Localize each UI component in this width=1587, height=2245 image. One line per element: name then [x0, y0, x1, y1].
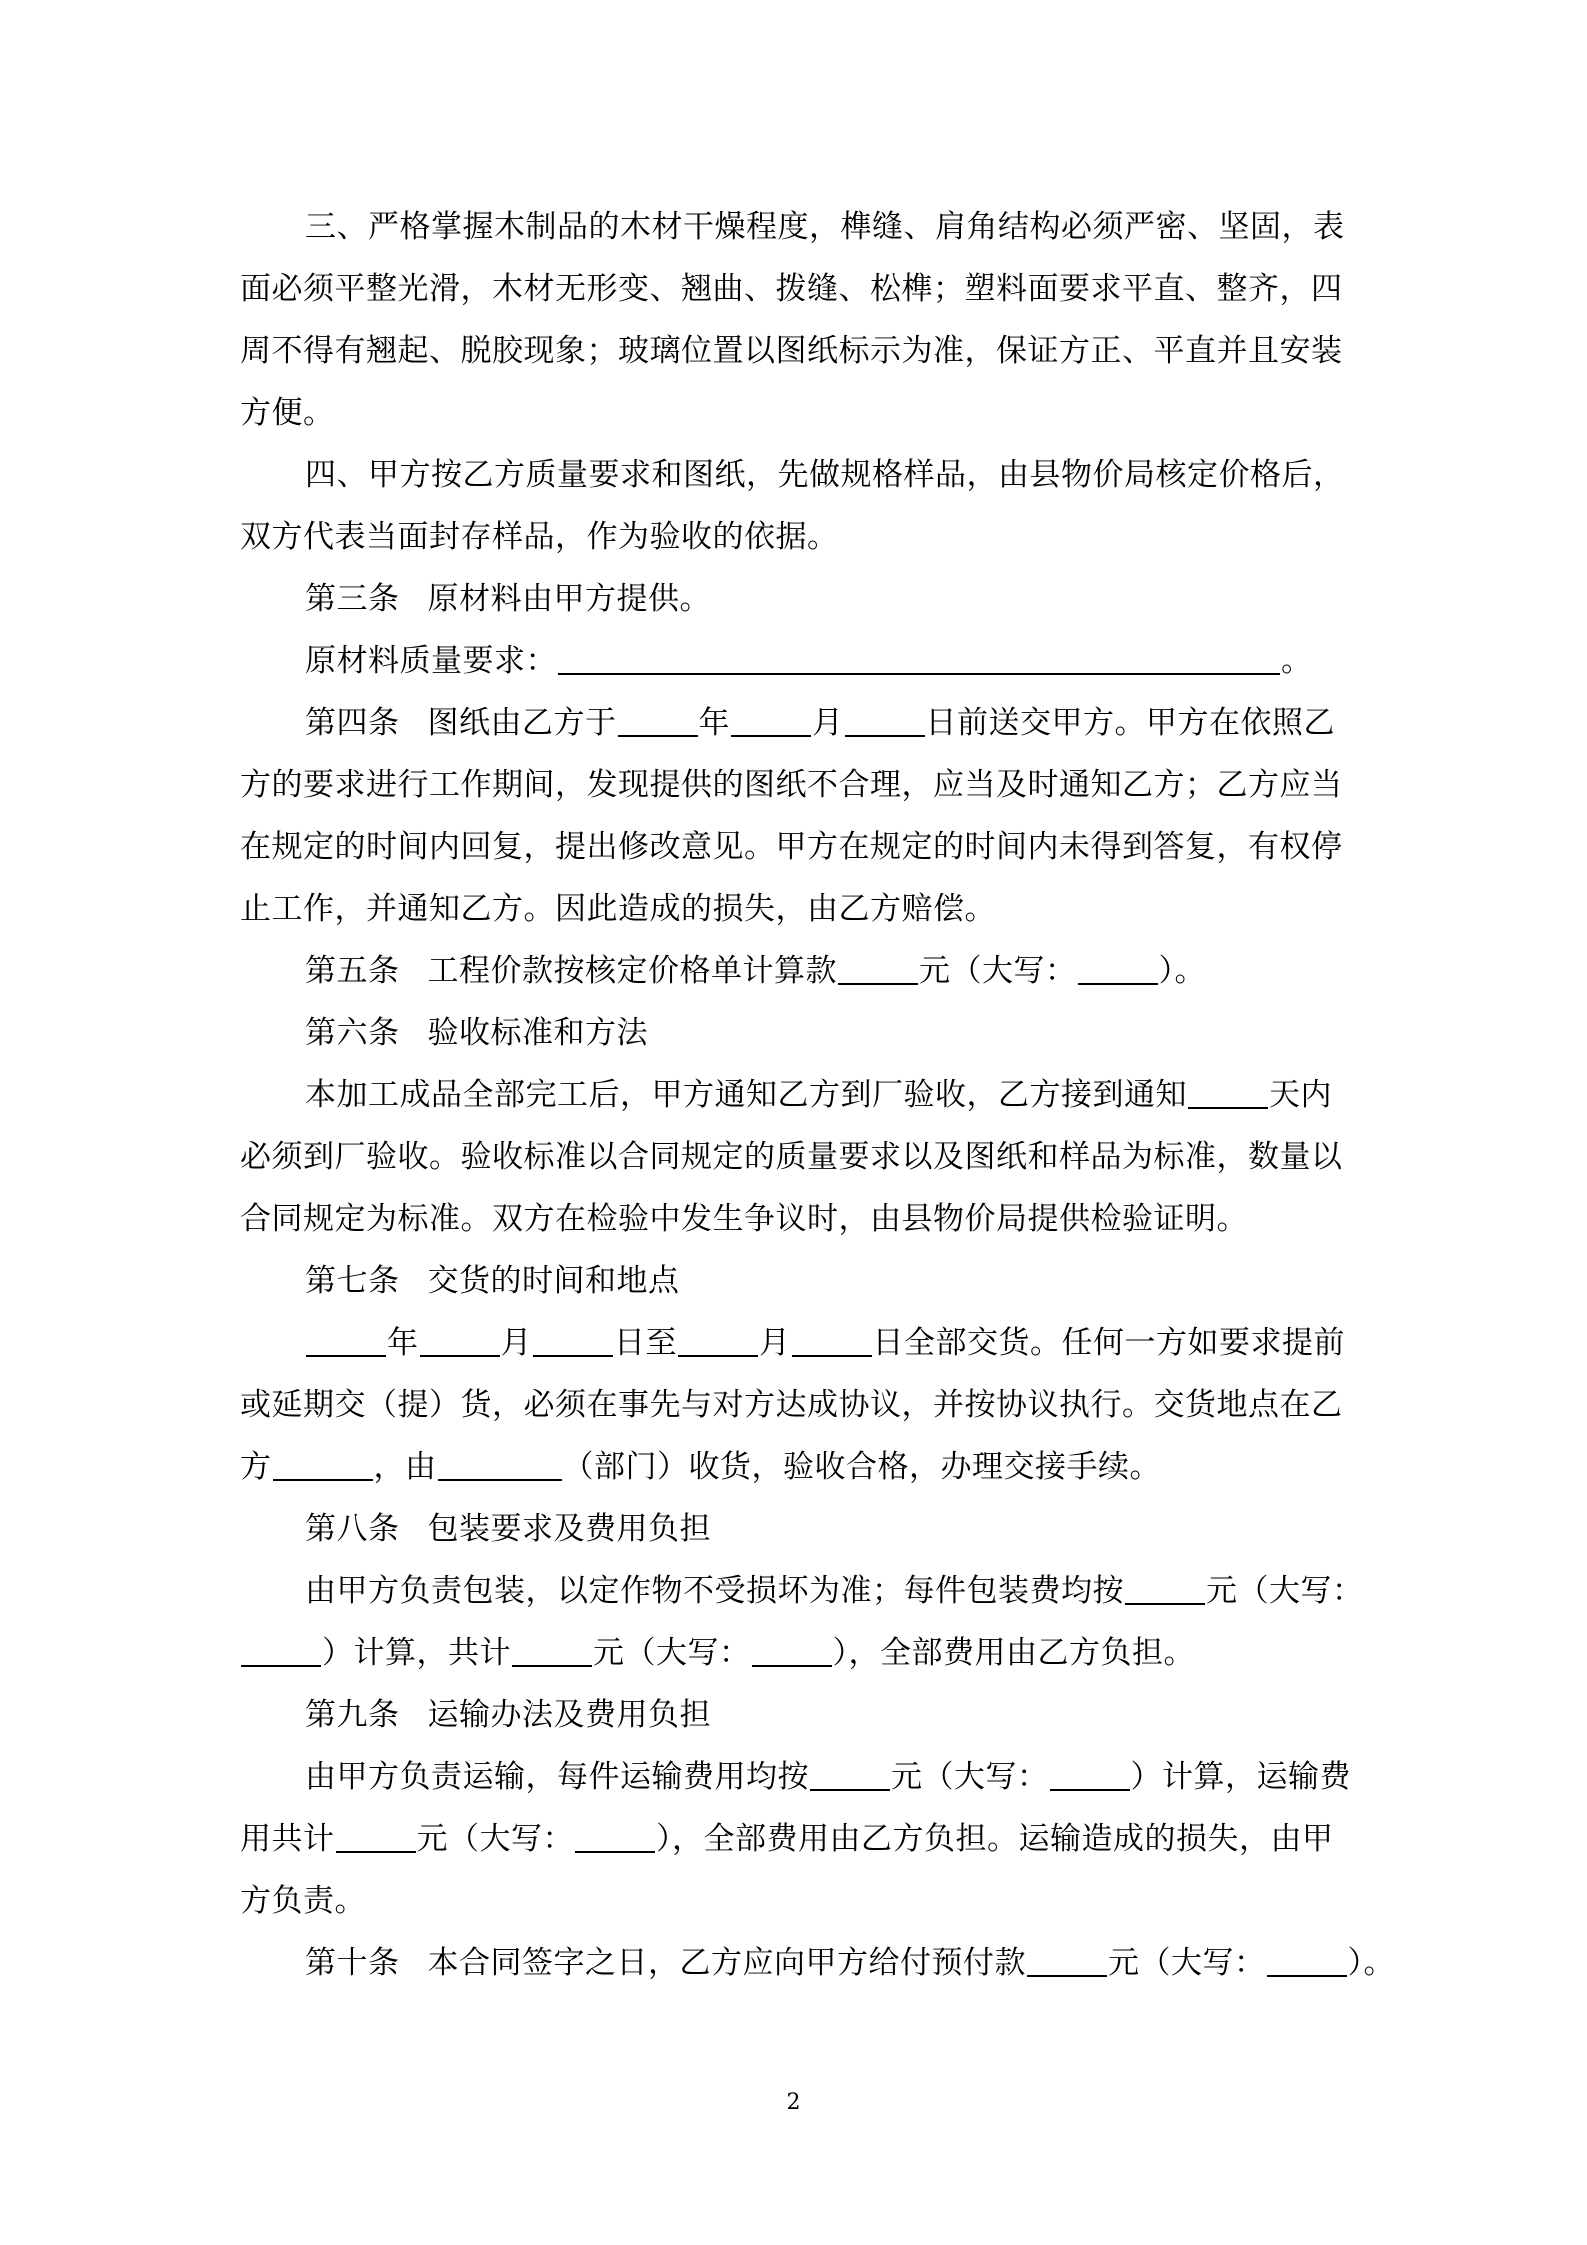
text: ，由: [373, 1449, 437, 1485]
article-title: 验收标准和方法: [427, 1015, 648, 1051]
transport-fee-blank[interactable]: [810, 1753, 890, 1791]
text: 本合同签字之日，乙方应向甲方给付预付款: [427, 1945, 1026, 1981]
text: 双方代表当面封存样品，作为验收的依据。: [240, 519, 839, 555]
text: 或延期交（提）货，必须在事先与对方达成协议，并按协议执行。交货地点在乙: [240, 1387, 1343, 1423]
text: 年: [698, 705, 730, 741]
packing-fee-blank[interactable]: [1125, 1567, 1205, 1605]
month-blank[interactable]: [731, 699, 811, 737]
article-title: 运输办法及费用负担: [427, 1697, 711, 1733]
text: 必须到厂验收。验收标准以合同规定的质量要求以及图纸和样品为标准，数量以: [240, 1139, 1343, 1175]
paragraph-line: [240, 1436, 1161, 1498]
text: 由甲方负责包装，以定作物不受损坏为准；每件包装费均按: [305, 1573, 1124, 1609]
paragraph-line: [305, 1746, 1351, 1808]
paragraph-line: [305, 196, 1345, 258]
text: 元（大写：: [1108, 1945, 1266, 1981]
article-number: 第七条: [305, 1263, 400, 1299]
month-blank[interactable]: [678, 1319, 758, 1357]
text: 方: [240, 1449, 272, 1485]
article-6-heading: [305, 1002, 648, 1064]
text: 用共计: [240, 1821, 335, 1857]
text: 年: [387, 1325, 419, 1361]
text: 由甲方负责运输，每件运输费用均按: [305, 1759, 809, 1795]
page-number: 2: [786, 2090, 801, 2115]
paragraph-line: [240, 816, 1343, 878]
text: 周不得有翘起、脱胶现象；玻璃位置以图纸标示为准，保证方正、平直并且安装: [240, 333, 1343, 369]
article-8-heading: [305, 1498, 711, 1560]
text: ）。: [1347, 1945, 1395, 1981]
text: 月: [812, 705, 844, 741]
article-number: 第九条: [305, 1697, 400, 1733]
prepayment-words-blank[interactable]: [1267, 1939, 1347, 1977]
paragraph-line: [305, 1064, 1332, 1126]
text: 方便。: [240, 395, 335, 431]
text: 日前送交甲方。甲方在依照乙: [925, 705, 1335, 741]
text: 元（大写：: [1206, 1573, 1364, 1609]
amount-words-blank[interactable]: [1078, 947, 1158, 985]
paragraph-line: [240, 382, 335, 444]
days-blank[interactable]: [1188, 1071, 1268, 1109]
article-number: 第八条: [305, 1511, 400, 1547]
article-9-heading: [305, 1684, 711, 1746]
text: 合同规定为标准。双方在检验中发生争议时，由县物价局提供检验证明。: [240, 1201, 1248, 1237]
paragraph-line: [240, 1374, 1343, 1436]
paragraph-line: [240, 1188, 1248, 1250]
prepayment-blank[interactable]: [1027, 1939, 1107, 1977]
transport-fee-words-blank[interactable]: [1050, 1753, 1130, 1791]
paragraph-line: [240, 258, 1343, 320]
article-10-heading: [305, 1932, 1395, 1994]
article-number: 第三条: [305, 581, 400, 617]
article-number: 第五条: [305, 953, 400, 989]
paragraph-line: [240, 1126, 1343, 1188]
department-blank[interactable]: [438, 1443, 562, 1481]
paragraph-line: [240, 1808, 1334, 1870]
month-blank[interactable]: [420, 1319, 500, 1357]
text: 三、严格掌握木制品的木材干燥程度，榫缝、肩角结构必须严密、坚固，表: [305, 209, 1345, 245]
text: 月: [759, 1325, 791, 1361]
article-7-heading: [305, 1250, 680, 1312]
text: 元（大写：: [593, 1635, 751, 1671]
text: 面必须平整光滑，木材无形变、翘曲、拨缝、松榫；塑料面要求平直、整齐，四: [240, 271, 1343, 307]
paragraph-line: [240, 878, 996, 940]
text: 元（大写：: [919, 953, 1077, 989]
paragraph-line: [305, 1312, 1345, 1374]
paragraph-line: [240, 754, 1343, 816]
amount-blank[interactable]: [838, 947, 918, 985]
year-blank[interactable]: [306, 1319, 386, 1357]
day-blank[interactable]: [533, 1319, 613, 1357]
text: 元（大写：: [891, 1759, 1049, 1795]
article-title: 包装要求及费用负担: [427, 1511, 711, 1547]
article-title: 原材料由甲方提供。: [427, 581, 711, 617]
text: 元（大写：: [416, 1821, 574, 1857]
text: ）计算，运输费: [1130, 1759, 1351, 1795]
text: 止工作，并通知乙方。因此造成的损失，由乙方赔偿。: [240, 891, 996, 927]
day-blank[interactable]: [792, 1319, 872, 1357]
text: 日至: [614, 1325, 677, 1361]
text: 月: [500, 1325, 532, 1361]
text: 原材料质量要求：: [305, 643, 557, 679]
paragraph-line: [240, 320, 1343, 382]
text: 本加工成品全部完工后，甲方通知乙方到厂验收，乙方接到通知: [305, 1077, 1187, 1113]
packing-fee-words-blank[interactable]: [241, 1629, 321, 1667]
text: 在规定的时间内回复，提出修改意见。甲方在规定的时间内未得到答复，有权停: [240, 829, 1343, 865]
day-blank[interactable]: [845, 699, 925, 737]
article-title: 交货的时间和地点: [427, 1263, 680, 1299]
packing-total-words-blank[interactable]: [752, 1629, 832, 1667]
transport-total-words-blank[interactable]: [575, 1815, 655, 1853]
article-number: 第十条: [305, 1945, 400, 1981]
transport-total-blank[interactable]: [336, 1815, 416, 1853]
paragraph-line: [305, 1560, 1364, 1622]
article-3-heading: [305, 568, 711, 630]
paragraph-line: [240, 1870, 366, 1932]
article-number: 第六条: [305, 1015, 400, 1051]
year-blank[interactable]: [618, 699, 698, 737]
text: （部门）收货，验收合格，办理交接手续。: [562, 1449, 1161, 1485]
material-quality-blank[interactable]: [558, 637, 1280, 675]
text: ），全部费用由乙方负担。运输造成的损失，由甲: [656, 1821, 1334, 1857]
article-4-heading: [305, 692, 1335, 754]
paragraph-line: [240, 1622, 1195, 1684]
paragraph-line: [240, 506, 839, 568]
paragraph-line: [305, 444, 1345, 506]
text: 日全部交货。任何一方如要求提前: [872, 1325, 1345, 1361]
text: ）。: [1158, 953, 1206, 989]
text: 四、甲方按乙方质量要求和图纸，先做规格样品，由县物价局核定价格后，: [305, 457, 1345, 493]
article-number: 第四条: [305, 705, 400, 741]
text: ），全部费用由乙方负担。: [832, 1635, 1195, 1671]
text: 图纸由乙方于: [427, 705, 617, 741]
paragraph-line: [305, 630, 1313, 692]
text: 方负责。: [240, 1883, 366, 1919]
packing-total-blank[interactable]: [512, 1629, 592, 1667]
text: 。: [1281, 643, 1313, 679]
article-5-heading: [305, 940, 1206, 1002]
text: 天内: [1269, 1077, 1332, 1113]
text: 工程价款按核定价格单计算款: [427, 953, 837, 989]
text: 方的要求进行工作期间，发现提供的图纸不合理，应当及时通知乙方；乙方应当: [240, 767, 1343, 803]
text: ）计算，共计: [322, 1635, 511, 1671]
delivery-place-blank[interactable]: [273, 1443, 373, 1481]
